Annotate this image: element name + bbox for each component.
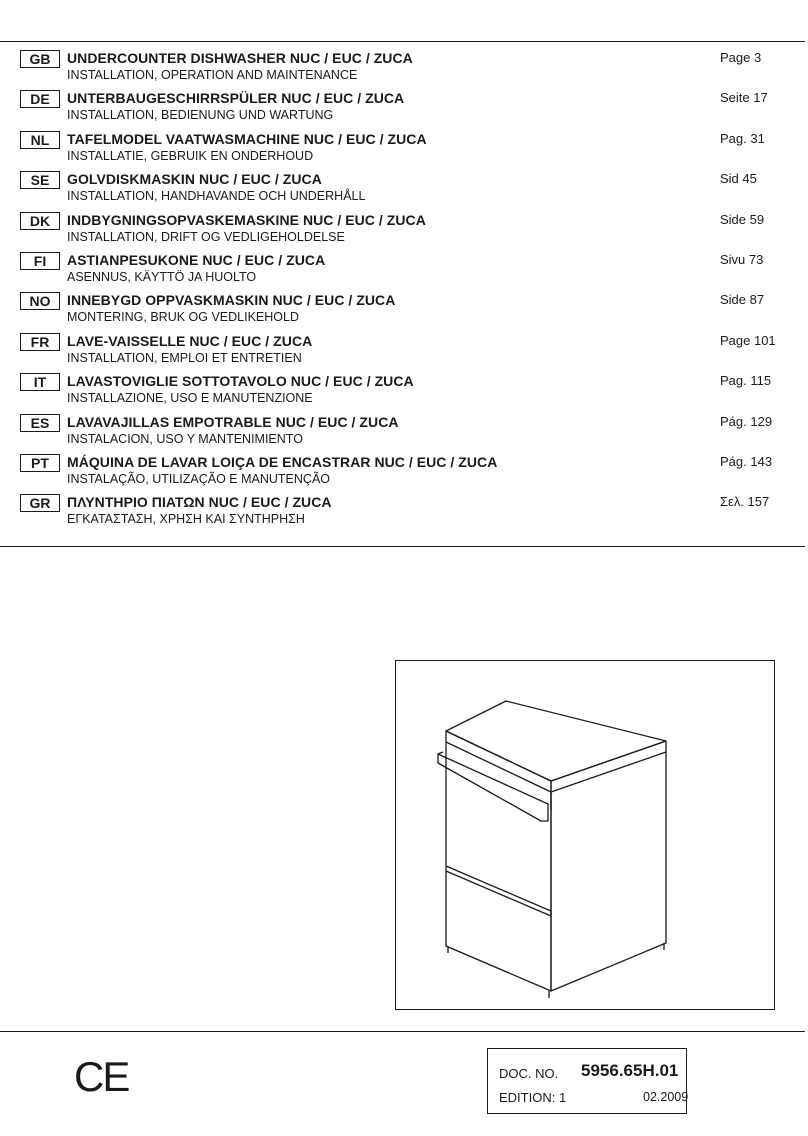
language-code-badge: DK — [20, 212, 60, 230]
entry-title: UNTERBAUGESCHIRRSPÜLER NUC / EUC / ZUCA — [67, 90, 405, 107]
edition-date: 02.2009 — [643, 1090, 689, 1104]
index-entry — [0, 251, 808, 291]
language-code-badge: PT — [20, 454, 60, 472]
ce-mark: CE — [74, 1053, 129, 1100]
entry-title: MÁQUINA DE LAVAR LOIÇA DE ENCASTRAR NUC / EUC / ZUCA — [67, 453, 498, 470]
language-code-badge: NO — [20, 292, 60, 310]
language-code-badge: IT — [20, 373, 60, 391]
entry-subtitle: INSTALLATION, EMPLOI ET ENTRETIEN — [67, 350, 302, 365]
entry-title: GOLVDISKMASKIN NUC / EUC / ZUCA — [67, 171, 322, 188]
language-code-badge: GR — [20, 494, 60, 512]
entry-page-ref: Pág. 143 — [720, 453, 773, 469]
entry-subtitle: INSTALLAZIONE, USO E MANUTENZIONE — [67, 391, 313, 406]
entry-subtitle: INSTALLATION, HANDHAVANDE OCH UNDERHÅLL — [67, 189, 366, 204]
language-code-badge: NL — [20, 131, 60, 149]
entry-subtitle: INSTALLATIE, GEBRUIK EN ONDERHOUD — [67, 148, 314, 163]
entry-subtitle: INSTALLATION, DRIFT OG VEDLIGEHOLDELSE — [67, 229, 345, 244]
entry-subtitle: INSTALAÇÃO, UTILIZAÇÃO E MANUTENÇÃO — [67, 471, 331, 486]
language-code-badge: DE — [20, 90, 60, 108]
cabinet-side-face — [551, 741, 666, 991]
document-info-box — [487, 1048, 687, 1114]
dishwasher-icon — [396, 661, 776, 1011]
entry-title: ASTIANPESUKONE NUC / EUC / ZUCA — [67, 251, 326, 268]
entry-subtitle: ΕΓΚΑΤΑΣΤΑΣΗ, ΧΡΗΣΗ ΚΑΙ ΣΥΝΤΗΡΗΣΗ — [67, 512, 305, 527]
entry-title: ΠΛΥΝΤΗΡΙΟ ΠΙΑΤΩΝ NUC / EUC / ZUCA — [67, 494, 332, 511]
cabinet-top-face — [446, 701, 666, 781]
product-illustration — [395, 660, 775, 1010]
entry-page-ref: Side 87 — [720, 292, 765, 308]
entry-title: LAVAVAJILLAS EMPOTRABLE NUC / EUC / ZUCA — [67, 413, 399, 430]
entry-subtitle: INSTALACION, USO Y MANTENIMIENTO — [67, 431, 303, 446]
entry-subtitle: ASENNUS, KÄYTTÖ JA HUOLTO — [67, 269, 257, 284]
language-code-badge: SE — [20, 171, 60, 189]
entry-title: TAFELMODEL VAATWASMACHINE NUC / EUC / ZUCA — [67, 130, 427, 147]
entry-page-ref: Side 59 — [720, 211, 765, 227]
footer-rule — [0, 1031, 805, 1032]
index-entry — [0, 291, 808, 331]
entry-title: LAVE-VAISSELLE NUC / EUC / ZUCA — [67, 332, 313, 349]
door-seam — [446, 866, 551, 916]
index-entry — [0, 49, 808, 89]
index-entry — [0, 413, 808, 453]
index-entry — [0, 130, 808, 170]
index-entry — [0, 89, 808, 129]
entry-title: UNDERCOUNTER DISHWASHER NUC / EUC / ZUCA — [67, 50, 413, 66]
entry-page-ref: Sivu 73 — [720, 251, 764, 267]
cabinet-front-face — [446, 731, 551, 991]
index-entry — [0, 372, 808, 412]
index-entry — [0, 211, 808, 251]
entry-subtitle: INSTALLATION, OPERATION AND MAINTENANCE — [67, 68, 358, 82]
entry-title: INDBYGNINGSOPVASKEMASKINE NUC / EUC / ZUCA — [67, 211, 426, 228]
language-code-badge: FR — [20, 333, 60, 351]
language-index — [0, 49, 808, 534]
edition-label: EDITION: 1 — [499, 1090, 567, 1105]
entry-page-ref: Pág. 129 — [720, 413, 773, 429]
doc-number-label: DOC. NO. — [499, 1066, 559, 1081]
entry-page-ref: Page 101 — [720, 332, 776, 348]
doc-number: 5956.65H.01 — [581, 1061, 679, 1080]
language-code-badge: GB — [20, 50, 60, 68]
index-entry — [0, 453, 808, 493]
language-code-badge: ES — [20, 414, 60, 432]
entry-title: INNEBYGD OPPVASKMASKIN NUC / EUC / ZUCA — [67, 292, 396, 309]
top-rule — [0, 41, 805, 42]
entry-page-ref: Sid 45 — [720, 171, 757, 187]
entry-page-ref: Pag. 31 — [720, 130, 765, 146]
entry-page-ref: Page 3 — [720, 50, 762, 65]
entry-subtitle: MONTERING, BRUK OG VEDLIKEHOLD — [67, 310, 299, 325]
entry-page-ref: Σελ. 157 — [720, 494, 770, 510]
entry-page-ref: Seite 17 — [720, 90, 768, 106]
entry-subtitle: INSTALLATION, BEDIENUNG UND WARTUNG — [67, 108, 334, 123]
index-entry — [0, 170, 808, 210]
index-entry — [0, 493, 808, 533]
entry-title: LAVASTOVIGLIE SOTTOTAVOLO NUC / EUC / ZUCA — [67, 373, 414, 390]
index-bottom-rule — [0, 546, 805, 547]
index-entry — [0, 332, 808, 372]
language-code-badge: FI — [20, 252, 60, 270]
entry-page-ref: Pag. 115 — [720, 373, 772, 389]
